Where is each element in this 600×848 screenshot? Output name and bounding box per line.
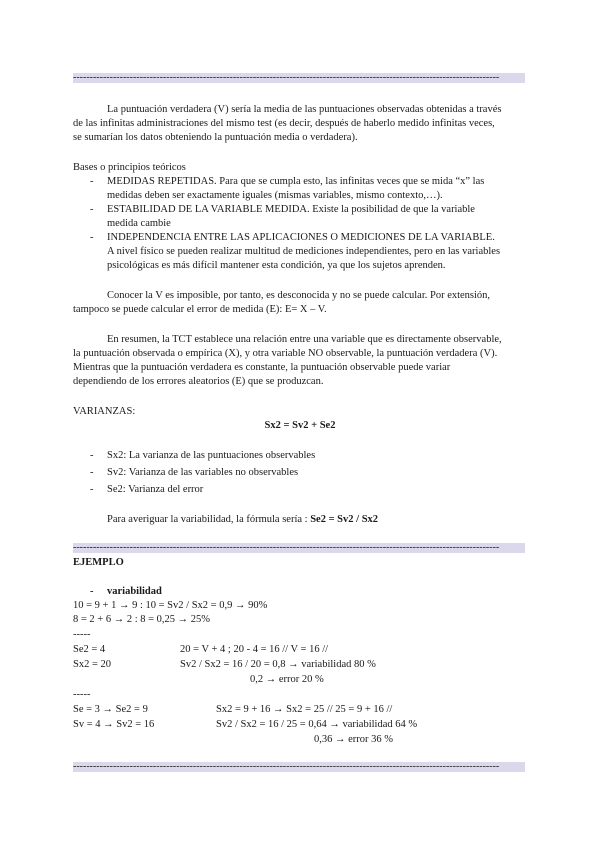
ejemplo-subtitle: variabilidad bbox=[107, 586, 162, 597]
varianzas-formula: Sx2 = Sv2 + Se2 bbox=[264, 420, 336, 431]
base-item bbox=[107, 231, 495, 244]
base-cont: medidas deben ser exactamente iguales (mismas variables, mismo contexto,…). bbox=[107, 190, 443, 201]
base-head: ESTABILIDAD DE LA VARIABLE MEDIDA bbox=[107, 204, 308, 215]
base-item bbox=[107, 203, 475, 216]
bullet-dash: - bbox=[90, 176, 94, 187]
base-item bbox=[107, 175, 484, 188]
base-cont: A nivel físico se pueden realizar multitud de mediciones independientes, pero en las variables bbox=[107, 246, 501, 257]
intro-line: de las infinitas administraciones del mismo test (es decir, después de haberlo medido infinitas veces, bbox=[73, 118, 495, 129]
block2-error: 0,36 → error 36 % bbox=[314, 734, 394, 745]
bullet-dash: - bbox=[90, 450, 94, 461]
ejemplo-line: 10 = 9 + 1 → 9 : 10 = Sv2 / Sx2 = 0,9 → 90% bbox=[73, 600, 268, 611]
block1-right: Sv2 / Sx2 = 16 / 20 = 0,8 → variabilidad 80 % bbox=[180, 659, 376, 670]
block2-right: Sv2 / Sx2 = 16 / 25 = 0,64 → variabilidad 64 % bbox=[216, 719, 418, 730]
ejemplo-line: 8 = 2 + 6 → 2 : 8 = 0,25 → 25% bbox=[73, 614, 211, 625]
varianza-item: Sv2: Varianza de las variables no observables bbox=[107, 467, 299, 478]
para-tct-line: Mientras que la puntuación verdadera es constante, la puntuación observable puede variar bbox=[73, 362, 451, 373]
base-head: MEDIDAS REPETIDAS bbox=[107, 176, 215, 187]
block1-left: Se2 = 4 bbox=[73, 644, 106, 655]
para-tct-line: En resumen, la TCT establece una relación entre una variable que es directamente observable, bbox=[107, 334, 502, 345]
separator-line: -------------------------------------------------------------------------------------------------------------------------------- bbox=[73, 762, 525, 772]
bullet-dash: - bbox=[90, 232, 94, 243]
short-separator: ----- bbox=[73, 689, 91, 700]
block1-error: 0,2 → error 20 % bbox=[250, 674, 324, 685]
bullet-dash: - bbox=[90, 204, 94, 215]
bullet-dash: - bbox=[90, 586, 94, 597]
separator-line: -------------------------------------------------------------------------------------------------------------------------------- bbox=[73, 73, 525, 83]
variabilidad-formula: Se2 = Sv2 / Sx2 bbox=[310, 514, 379, 525]
base-rest: . Existe la posibilidad de que la variable bbox=[307, 204, 475, 215]
short-separator: ----- bbox=[73, 629, 91, 640]
varianza-item: Se2: Varianza del error bbox=[107, 484, 204, 495]
base-cont: psicológicas es más difícil mantener esta condición, ya que los sujetos aprenden. bbox=[107, 260, 446, 271]
varianzas-title: VARIANZAS: bbox=[73, 406, 136, 417]
block1-right: 20 = V + 4 ; 20 - 4 = 16 // V = 16 // bbox=[180, 644, 329, 655]
para-tct-line: la puntuación observada o empírica (X), y otra variable NO observable, la puntuación verdadera (V). bbox=[73, 348, 498, 359]
varianza-item: Sx2: La varianza de las puntuaciones observables bbox=[107, 450, 316, 461]
para-tct-line: dependiendo de los errores aleatorios (E) que se produzcan. bbox=[73, 376, 324, 387]
para-v-line: tampoco se puede calcular el error de medida (E): E= X – V. bbox=[73, 304, 327, 315]
bullet-dash: - bbox=[90, 484, 94, 495]
block1-left: Sx2 = 20 bbox=[73, 659, 112, 670]
block2-left: Sv = 4 → Sv2 = 16 bbox=[73, 719, 155, 730]
variabilidad-line bbox=[107, 513, 378, 526]
base-cont: medida cambie bbox=[107, 218, 171, 229]
bullet-dash: - bbox=[90, 467, 94, 478]
base-rest: . bbox=[492, 232, 495, 243]
intro-line: La puntuación verdadera (V) sería la media de las puntuaciones observadas obtenidas a través bbox=[107, 104, 502, 115]
block2-right: Sx2 = 9 + 16 → Sx2 = 25 // 25 = 9 + 16 // bbox=[216, 704, 393, 715]
base-rest: . Para que se cumpla esto, las infinitas veces que se mida “x” las bbox=[214, 176, 485, 187]
intro-line: se sumarían los datos obteniendo la puntuación media o verdadera). bbox=[73, 132, 358, 143]
separator-line: -------------------------------------------------------------------------------------------------------------------------------- bbox=[73, 543, 525, 553]
variabilidad-text: Para averiguar la variabilidad, la fórmula sería : bbox=[107, 514, 308, 525]
ejemplo-title: EJEMPLO bbox=[73, 557, 124, 568]
bases-title: Bases o principios teóricos bbox=[73, 162, 186, 173]
para-v-line: Conocer la V es imposible, por tanto, es desconocida y no se puede calcular. Por extensión, bbox=[107, 290, 491, 301]
base-head: INDEPENDENCIA ENTRE LAS APLICACIONES O MEDICIONES DE LA VARIABLE bbox=[107, 232, 493, 243]
block2-left: Se = 3 → Se2 = 9 bbox=[73, 704, 148, 715]
